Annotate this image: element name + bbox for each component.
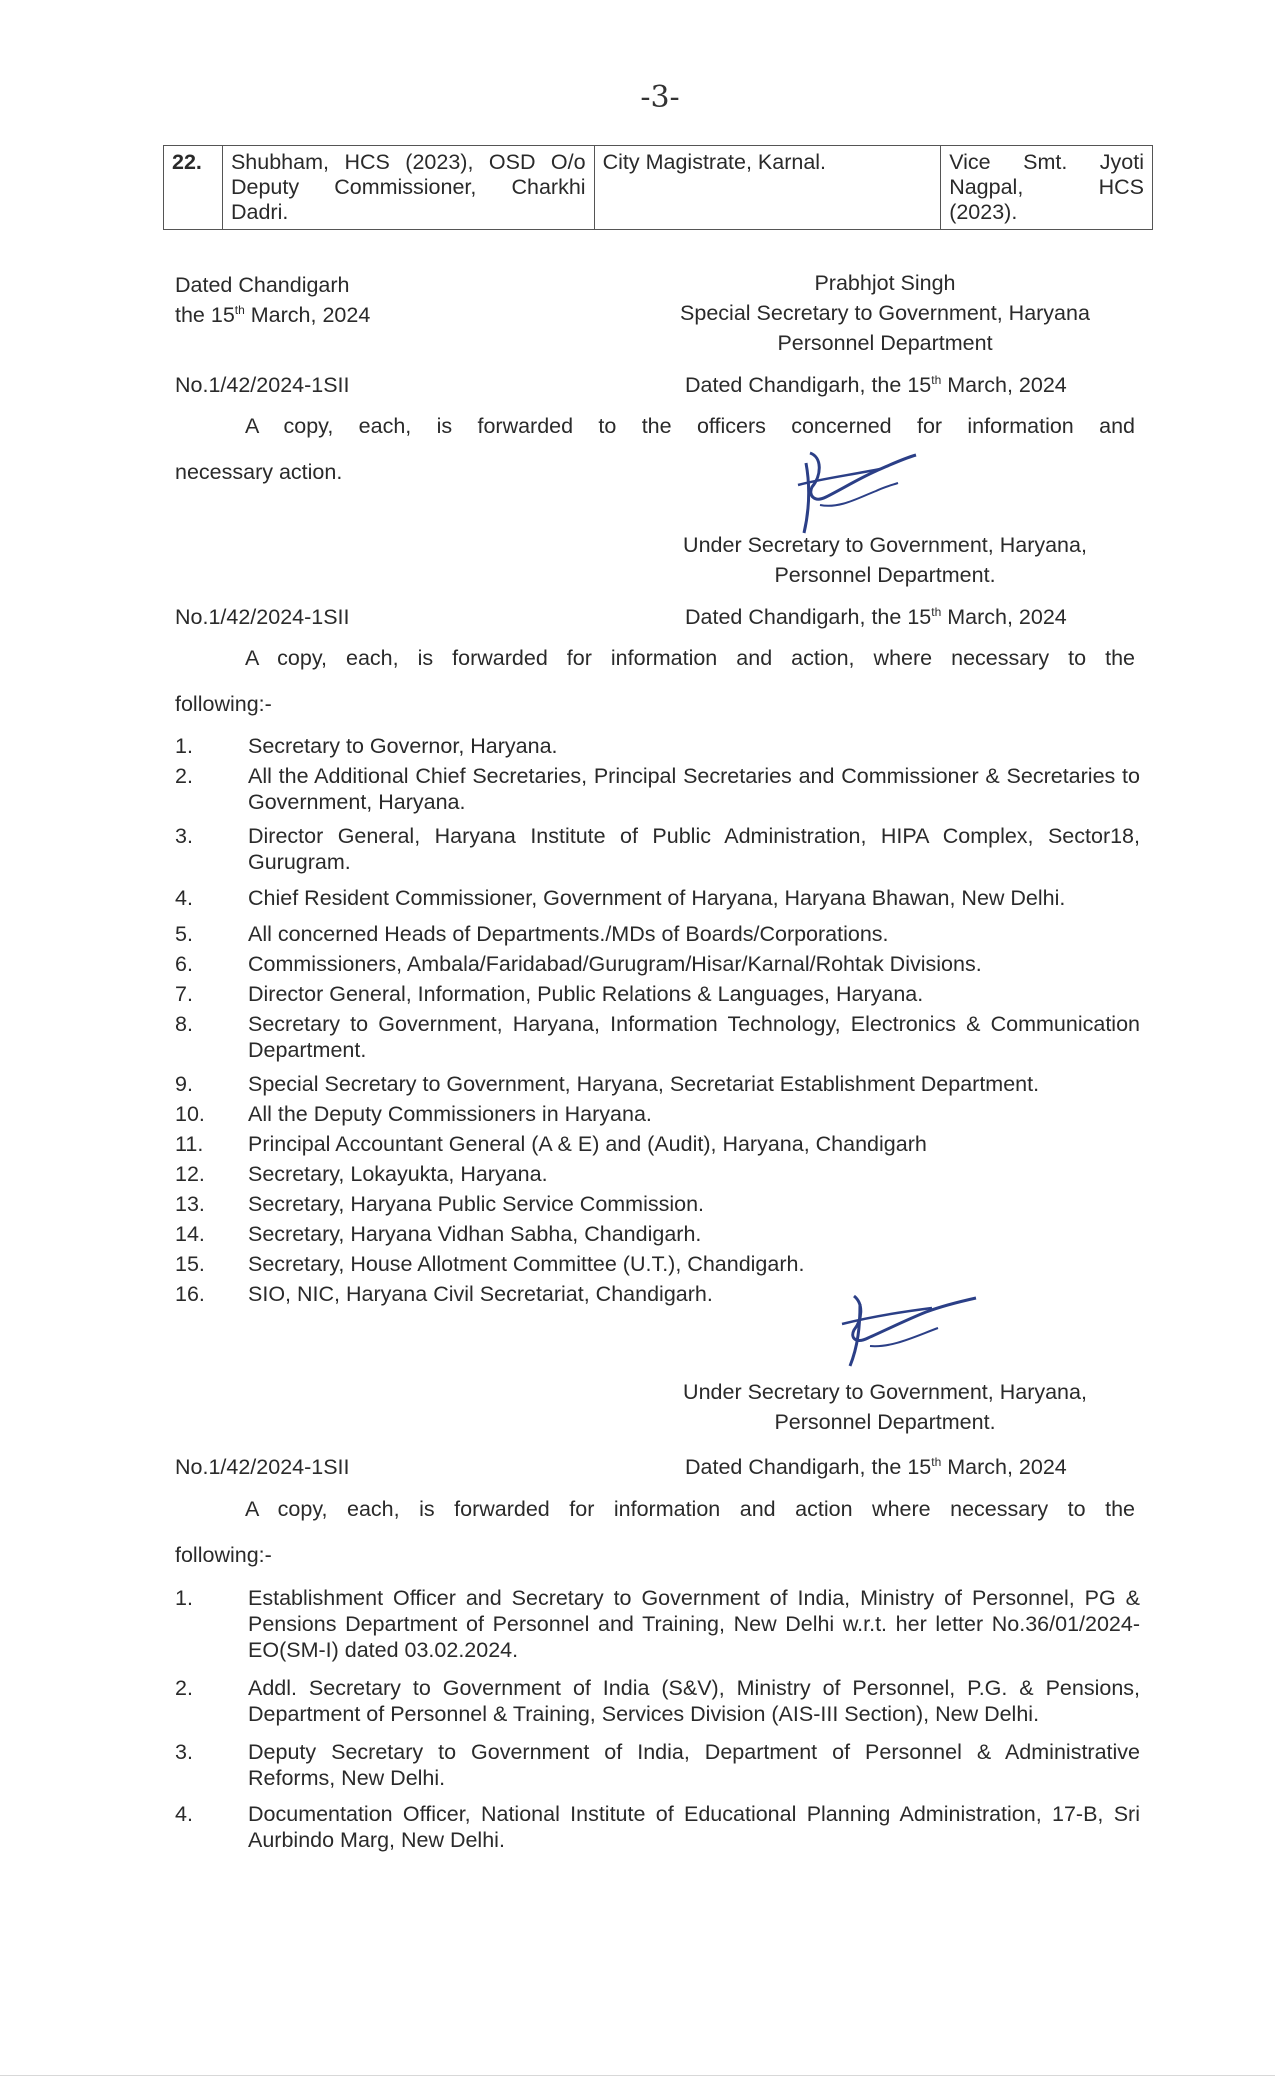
issuer-block [635,268,1135,358]
distribution-list [175,733,1140,1307]
issuer-designation: Special Secretary to Government, Haryana [680,301,1090,325]
list-item: 13. Secretary, Haryana Public Service Commission. [175,1192,705,1216]
list-item: 7. Director General, Information, Public Relations & Languages, Haryana. [175,982,924,1006]
signatory-block: Under Secretary to Government, Haryana, Personnel Department. [683,1380,1087,1434]
list-item: 16. SIO, NIC, Haryana Civil Secretariat, Chandigarh. [175,1282,713,1306]
issuer-name: Prabhjot Singh [814,271,956,295]
list-item: 3. Director General, Haryana Institute of Public Administration, HIPA Complex, Sector18, Gurugram. [175,824,1140,874]
order-date: Dated Chandigarh the 15th March, 2024 [175,273,371,327]
signature-2 [820,1290,990,1370]
transfer-table [163,145,1153,230]
endorsement-number: No.1/42/2024-1SII [175,605,350,629]
signatory-block: Under Secretary to Government, Haryana, Personnel Department. [683,533,1087,587]
endorsement-number: No.1/42/2024-1SII [175,373,350,397]
list-item: 1. Establishment Officer and Secretary to Government of India, Ministry of Personnel, PG & Pensions Department of Personnel and Training, New Delhi w.r.t. her letter No.36/01/2024-EO(SM-I) dated 03.02.2024. [175,1586,1140,1662]
list-item: 4. Documentation Officer, National Institute of Educational Planning Administration, 17-B, Sri Aurbindo Marg, New Delhi. [175,1802,1140,1852]
list-item: 5. All concerned Heads of Departments./MDs of Boards/Corporations. [175,922,889,946]
issuer-department: Personnel Department [777,331,993,355]
signature-1 [780,445,930,540]
list-item: 3. Deputy Secretary to Government of India, Department of Personnel & Administrative Reforms, New Delhi. [175,1740,1140,1790]
endorsement-text-cont: following:- [175,692,272,716]
endorsement-text-cont: necessary action. [175,460,343,484]
posting-cell: City Magistrate, Karnal. [594,146,941,230]
list-item: 2. Addl. Secretary to Government of India (S&V), Ministry of Personnel, P.G. & Pensions, Department of Personnel & Training, Services Division (AIS-III Section), New Delhi. [175,1676,1140,1726]
serial-number-cell: 22. [164,146,223,230]
list-item: 15. Secretary, House Allotment Committee (U.T.), Chandigarh. [175,1252,805,1276]
endorsement-date: Dated Chandigarh, the 15th March, 2024 [685,1454,1067,1479]
list-item: 8. Secretary to Government, Haryana, Information Technology, Electronics & Communication Department. [175,1012,1140,1062]
endorsement-text: A copy, each, is forwarded for information and action where necessary to the [245,1497,1135,1521]
officer-cell: Shubham, HCS (2023), OSD O/o Deputy Commissioner, Charkhi Dadri. [222,146,594,230]
list-item: 9. Special Secretary to Government, Haryana, Secretariat Establishment Department. [175,1072,1040,1096]
page-number: -3- [640,80,680,115]
list-item: 2. All the Additional Chief Secretaries, Principal Secretaries and Commissioner & Secretaries to Government, Haryana. [175,764,1140,814]
endorsement-text: A copy, each, is forwarded for information and action, where necessary to the [245,646,1135,670]
endorsement-date: Dated Chandigarh, the 15th March, 2024 [685,372,1067,397]
endorsement-text-cont: following:- [175,1543,272,1567]
page-edge-line [0,2075,1275,2076]
endorsement-text: A copy, each, is forwarded to the officers concerned for information and [245,414,1135,438]
list-item: 4. Chief Resident Commissioner, Government of Haryana, Haryana Bhawan, New Delhi. [175,886,1066,910]
endorsement-number: No.1/42/2024-1SII [175,1455,350,1479]
table-row [164,146,1153,230]
endorsement-date: Dated Chandigarh, the 15th March, 2024 [685,604,1067,629]
list-item: 12. Secretary, Lokayukta, Haryana. [175,1162,548,1186]
list-item: 6. Commissioners, Ambala/Faridabad/Gurugram/Hisar/Karnal/Rohtak Divisions. [175,952,982,976]
distribution-list [175,1585,1140,1853]
vice-cell: Vice Smt. Jyoti Nagpal, HCS (2023). [941,146,1153,230]
list-item: 11. Principal Accountant General (A & E) and (Audit), Haryana, Chandigarh [175,1132,927,1156]
list-item: 10. All the Deputy Commissioners in Haryana. [175,1102,652,1126]
list-item: 14. Secretary, Haryana Vidhan Sabha, Chandigarh. [175,1222,702,1246]
list-item: 1. Secretary to Governor, Haryana. [175,734,558,758]
